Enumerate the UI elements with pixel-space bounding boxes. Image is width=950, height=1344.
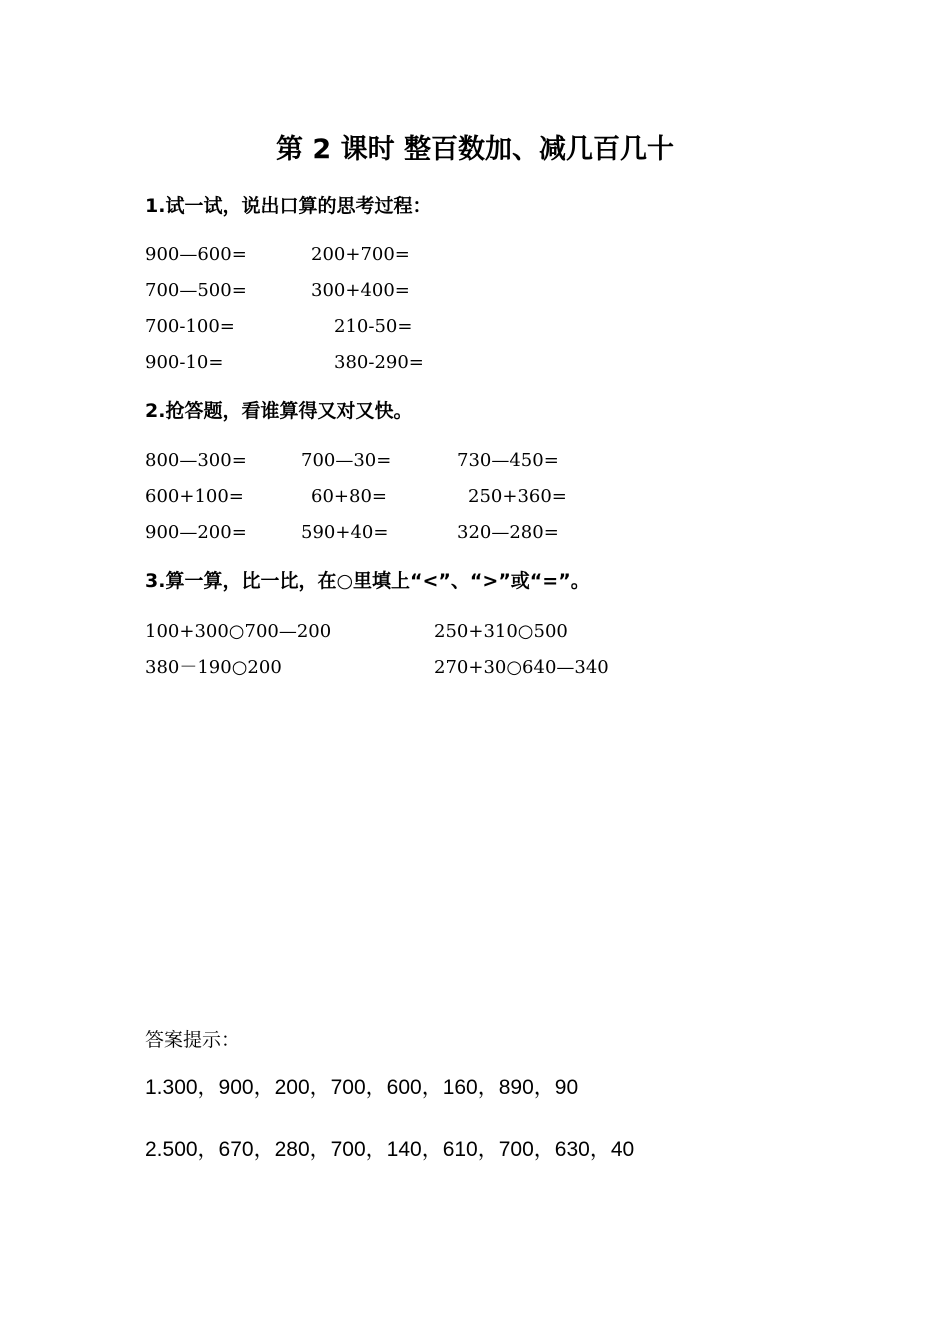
section-2-expression: 250+360= xyxy=(468,486,567,507)
section-2-expression: 60+80= xyxy=(311,486,387,507)
section-1-expression: 200+700= xyxy=(311,244,410,265)
section-2-expression: 700—30= xyxy=(301,450,392,471)
answer-line-1: 1.300，900，200，700，600，160，890，90 xyxy=(145,1076,579,1099)
answer-hint-label: 答案提示： xyxy=(145,1029,241,1051)
section-1-expression: 300+400= xyxy=(311,280,410,301)
section-3-comparison: 380－190○200 xyxy=(145,657,282,678)
section-3-comparison: 270+30○640—340 xyxy=(434,657,609,678)
section-1-expression: 210-50= xyxy=(334,316,413,337)
section-2-expression: 590+40= xyxy=(301,522,389,543)
section-1-expression: 380-290= xyxy=(334,352,424,373)
section-2-heading: 2.抢答题，看谁算得又对又快。 xyxy=(145,400,413,422)
section-1-expression: 700-100= xyxy=(145,316,235,337)
section-1-expression: 900—600= xyxy=(145,244,247,265)
section-3-comparison: 100+300○700—200 xyxy=(145,621,332,642)
section-1-heading: 1.试一试，说出口算的思考过程： xyxy=(145,195,432,217)
section-3-heading: 3.算一算，比一比，在○里填上“<”、“>”或“=”。 xyxy=(145,570,590,592)
section-2-expression: 320—280= xyxy=(457,522,559,543)
page-title: 第 2 课时 整百数加、减几百几十 xyxy=(276,134,674,165)
section-1-expression: 900-10= xyxy=(145,352,224,373)
section-2-expression: 730—450= xyxy=(457,450,559,471)
section-2-expression: 600+100= xyxy=(145,486,244,507)
section-3-comparison: 250+310○500 xyxy=(434,621,568,642)
section-2-expression: 800—300= xyxy=(145,450,247,471)
section-2-expression: 900—200= xyxy=(145,522,247,543)
section-1-expression: 700—500= xyxy=(145,280,247,301)
answer-line-2: 2.500，670，280，700，140，610，700，630，40 xyxy=(145,1138,635,1161)
